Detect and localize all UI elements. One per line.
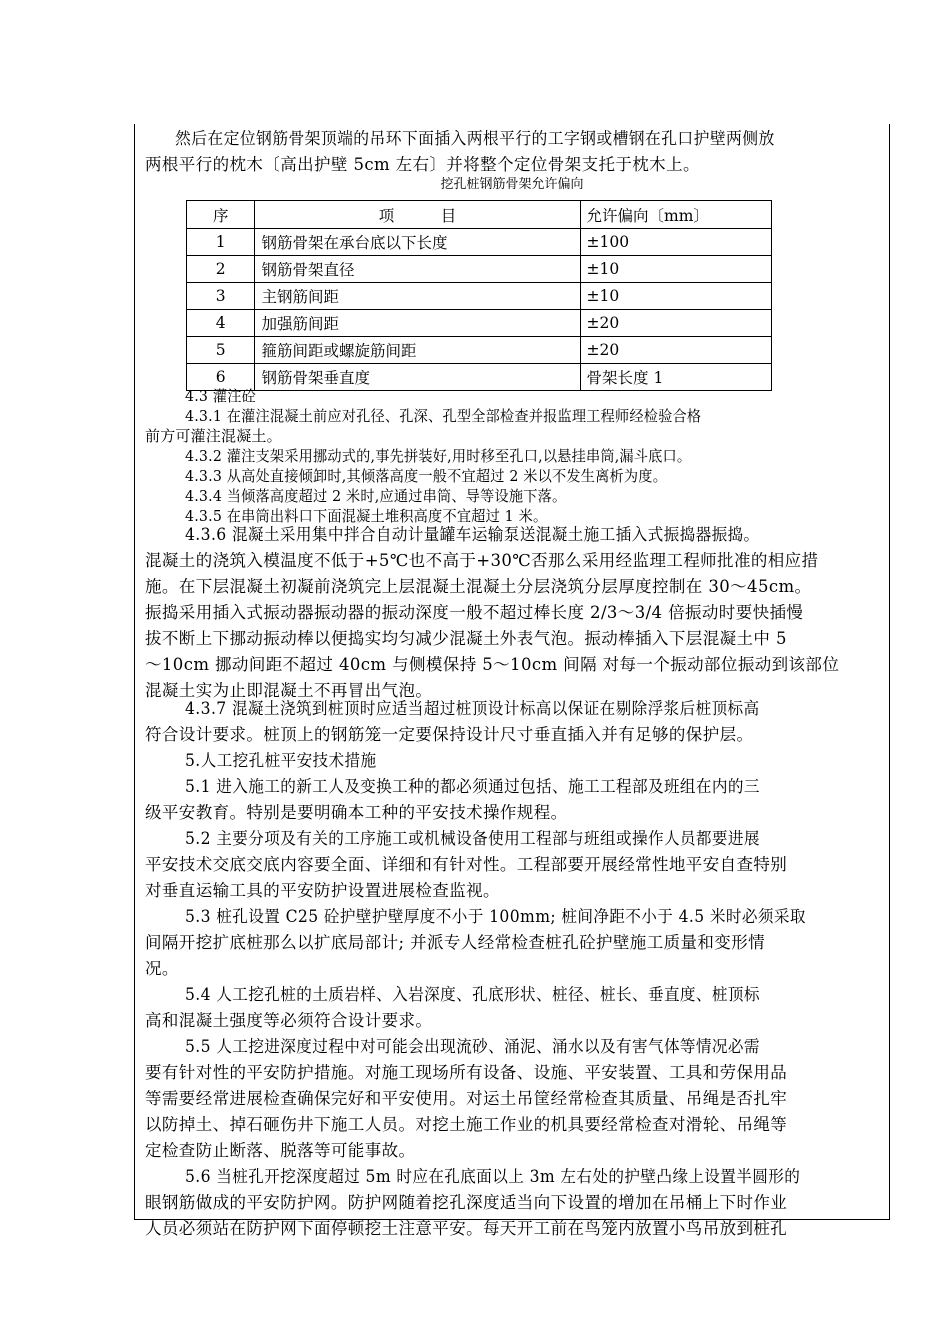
paragraph-line: 间隔开挖扩底桩那么以扩底局部计; 并派专人经常检查桩孔砼护壁施工质量和变形情 bbox=[145, 933, 766, 952]
cell-tolerance: ±10 bbox=[580, 256, 771, 283]
cell-seq: 5 bbox=[187, 337, 255, 364]
table-row bbox=[187, 256, 772, 283]
table-row bbox=[187, 229, 772, 256]
table-row bbox=[187, 310, 772, 337]
paragraph-line: 要有针对性的平安防护措施。对施工现场所有设备、设施、平安装置、工具和劳保用品 bbox=[145, 1063, 788, 1082]
paragraph-line: 5.1 进入施工的新工人及变换工种的都必须通过包括、施工工程部及班组在内的三 bbox=[185, 777, 760, 796]
paragraph-line: 等需要经常进展检查确保完好和平安使用。对运土吊筐经常检查其质量、吊绳是否扎牢 bbox=[145, 1089, 788, 1108]
paragraph-line: 以防掉土、掉石砸伤井下施工人员。对挖土施工作业的机具要经常检查对滑轮、吊绳等 bbox=[145, 1115, 788, 1134]
cell-item: 钢筋骨架直径 bbox=[255, 256, 580, 283]
paragraph-line: 混凝土的浇筑入模温度不低于+5℃也不高于+30℃否那么采用经监理工程师批准的相应措 bbox=[145, 551, 819, 570]
paragraph-line: 然后在定位钢筋骨架顶端的吊环下面插入两根平行的工字钢或槽钢在孔口护壁两侧放 bbox=[175, 129, 775, 148]
paragraph-line: 5.4 人工挖孔桩的土质岩样、入岩深度、孔底形状、桩径、桩长、垂直度、桩顶标 bbox=[185, 985, 760, 1004]
cell-seq: 2 bbox=[187, 256, 255, 283]
paragraph-line: 前方可灌注混凝土。 bbox=[145, 427, 282, 445]
paragraph-line: 5.2 主要分项及有关的工序施工或机械设备使用工程部与班组或操作人员都要进展 bbox=[185, 829, 760, 848]
paragraph-line: 两根平行的枕木〔高出护壁 5cm 左右〕并将整个定位骨架支托于枕木上。 bbox=[145, 155, 700, 174]
paragraph-line: 符合设计要求。桩顶上的钢筋笼一定要保持设计尺寸垂直插入并有足够的保护层。 bbox=[145, 725, 754, 744]
paragraph-line: ～10cm 挪动间距不超过 40cm 与侧模保持 5～10cm 间隔 对每一个振动部位振动到该部位 bbox=[145, 655, 840, 674]
cell-item: 箍筋间距或螺旋筋间距 bbox=[255, 337, 580, 364]
cell-seq: 6 bbox=[187, 364, 255, 391]
tolerance-table bbox=[186, 200, 772, 391]
cell-item: 加强筋间距 bbox=[255, 310, 580, 337]
paragraph-line: 5.5 人工挖进深度过程中对可能会出现流砂、涌泥、涌水以及有害气体等情况必需 bbox=[185, 1037, 760, 1056]
table-row bbox=[187, 283, 772, 310]
paragraph-line: 况。 bbox=[145, 959, 179, 978]
cell-seq: 1 bbox=[187, 229, 255, 256]
paragraph-line: 平安技术交底交底内容要全面、详细和有针对性。工程部要开展经常性地平安自查特别 bbox=[145, 855, 788, 874]
paragraph-line: 5.3 桩孔设置 C25 砼护壁护壁厚度不小于 100mm; 桩间净距不小于 4.5 米时必须采取 bbox=[185, 907, 806, 926]
cell-tolerance: ±100 bbox=[580, 229, 771, 256]
paragraph-line: 4.3.2 灌注支架采用挪动式的,事先拼装好,用时移至孔口,以悬挂串筒,漏斗底口。 bbox=[185, 447, 692, 465]
paragraph-line: 高和混凝土强度等必须符合设计要求。 bbox=[145, 1011, 433, 1030]
paragraph-line: 振捣采用插入式振动器振动器的振动深度一般不超过棒长度 2/3～3/4 倍振动时要快插慢 bbox=[145, 603, 804, 622]
paragraph-line: 眼钢筋做成的平安防护网。防护网随着挖孔深度适当向下设置的增加在吊桶上下时作业 bbox=[145, 1193, 788, 1212]
header-item: 项 目 bbox=[255, 201, 580, 229]
table-caption: 挖孔桩钢筋骨架允许偏向 bbox=[440, 177, 584, 192]
cell-seq: 3 bbox=[187, 283, 255, 310]
paragraph-line: 4.3.3 从高处直接倾卸时,其倾落高度一般不宜超过 2 米以不发生离析为度。 bbox=[185, 467, 668, 485]
paragraph-line: 4.3.4 当倾落高度超过 2 米时,应通过串筒、导等设施下落。 bbox=[185, 487, 567, 505]
cell-tolerance: ±20 bbox=[580, 337, 771, 364]
paragraph-line: 4.3.5 在串筒出料口下面混凝土堆积高度不宜超过 1 米。 bbox=[185, 507, 548, 525]
cell-seq: 4 bbox=[187, 310, 255, 337]
cell-item: 钢筋骨架垂直度 bbox=[255, 364, 580, 391]
cell-tolerance: ±10 bbox=[580, 283, 771, 310]
paragraph-line: 对垂直运输工具的平安防护设置进展检查监视。 bbox=[145, 881, 500, 900]
paragraph-line: 4.3.1 在灌注混凝土前应对孔径、孔深、孔型全部检查并报监理工程师经检验合格 bbox=[185, 407, 702, 425]
paragraph-line: 定检查防止断落、脱落等可能事故。 bbox=[145, 1141, 416, 1160]
paragraph-line: 4.3.7 混凝土浇筑到桩顶时应适当超过桩顶设计标高以保证在剔除浮浆后桩顶标高 bbox=[185, 699, 760, 718]
header-seq: 序 bbox=[187, 201, 255, 229]
cell-item: 主钢筋间距 bbox=[255, 283, 580, 310]
paragraph-line: 施。在下层混凝土初凝前浇筑完上层混凝土混凝土分层浇筑分层厚度控制在 30～45cm。 bbox=[145, 577, 812, 596]
paragraph-line: 混凝土实为止即混凝土不再冒出气泡。 bbox=[145, 681, 433, 700]
paragraph-line: 拔不断上下挪动振动棒以便捣实均匀减少混凝土外表气泡。振动棒插入下层混凝土中 5 bbox=[145, 629, 787, 648]
paragraph-line: 级平安教育。特别是要明确本工种的平安技术操作规程。 bbox=[145, 803, 568, 822]
table-row bbox=[187, 337, 772, 364]
section-heading: 4.3 灌注砼 bbox=[185, 387, 256, 405]
cell-item: 钢筋骨架在承台底以下长度 bbox=[255, 229, 580, 256]
section-heading: 5.人工挖孔桩平安技术措施 bbox=[185, 751, 377, 770]
cell-tolerance: ±20 bbox=[580, 310, 771, 337]
table-header-row bbox=[187, 201, 772, 229]
cell-tolerance: 骨架长度 1 bbox=[580, 364, 771, 391]
paragraph-line: 5.6 当桩孔开挖深度超过 5m 时应在孔底面以上 3m 左右处的护壁凸缘上设置半圆形的 bbox=[185, 1167, 801, 1186]
paragraph-line: 人员必须站在防护网下面停顿挖土注意平安。每天开工前在鸟笼内放置小鸟吊放到桩孔 bbox=[145, 1219, 788, 1238]
header-tolerance: 允许偏向〔mm〕 bbox=[580, 201, 771, 229]
paragraph-line: 4.3.6 混凝土采用集中拌合自动计量罐车运输泵送混凝土施工插入式振捣器振捣。 bbox=[185, 525, 760, 544]
